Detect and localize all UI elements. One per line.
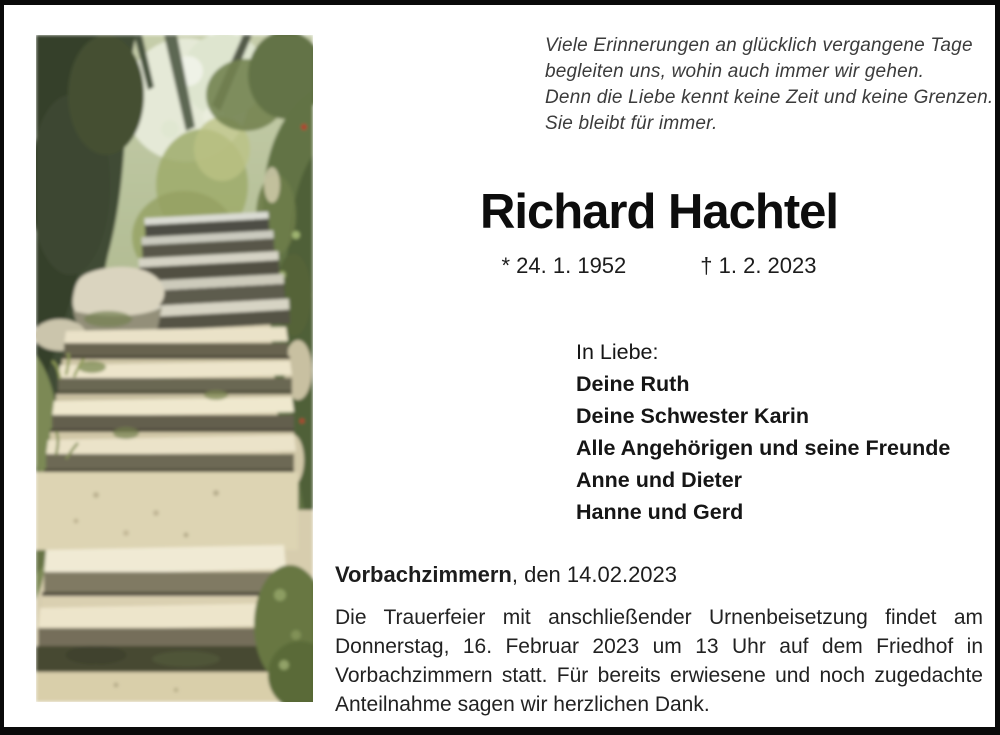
memorial-photo [36, 35, 313, 702]
stone-steps-garden-photo [36, 35, 313, 702]
verse-line: Denn die Liebe kennt keine Zeit und keine Grenzen. [545, 87, 994, 108]
place-date-suffix: , den 14.02.2023 [511, 562, 678, 587]
mourner-name: Hanne und Gerd [576, 500, 744, 524]
deceased-name: Richard Hachtel [479, 185, 839, 239]
mourner-name: Deine Ruth [576, 372, 690, 396]
place-date-line [335, 562, 983, 588]
mourners-block [576, 336, 950, 528]
verse-line: Viele Erinnerungen an glücklich vergangene Tage [545, 35, 973, 56]
life-dates [330, 253, 988, 279]
verse-line: Sie bleibt für immer. [545, 113, 718, 134]
mourner-name: Anne und Dieter [576, 468, 743, 492]
birth-date: * 24. 1. 1952 [501, 253, 627, 278]
mourner-name: Deine Schwester Karin [576, 404, 810, 428]
death-date: † 1. 2. 2023 [700, 253, 817, 278]
mourners-intro: In Liebe: [576, 340, 659, 364]
funeral-details: Die Trauerfeier mit anschließender Urnenbeisetzung findet am Donnerstag, 16. Februar 2023 um 13 Uhr auf dem Friedhof in Vorbachzimmern statt. Für bereits erwiesene und noch zugedachte Anteilnahme sagen wir herzlichen Dank. [335, 606, 983, 716]
mourner-name: Alle Angehörigen und seine Freunde [576, 436, 951, 460]
verse-line: begleiten uns, wohin auch immer wir gehen. [545, 61, 925, 82]
memorial-verse [545, 33, 993, 137]
place-name: Vorbachzimmern [335, 562, 512, 587]
closing-block [335, 562, 983, 719]
